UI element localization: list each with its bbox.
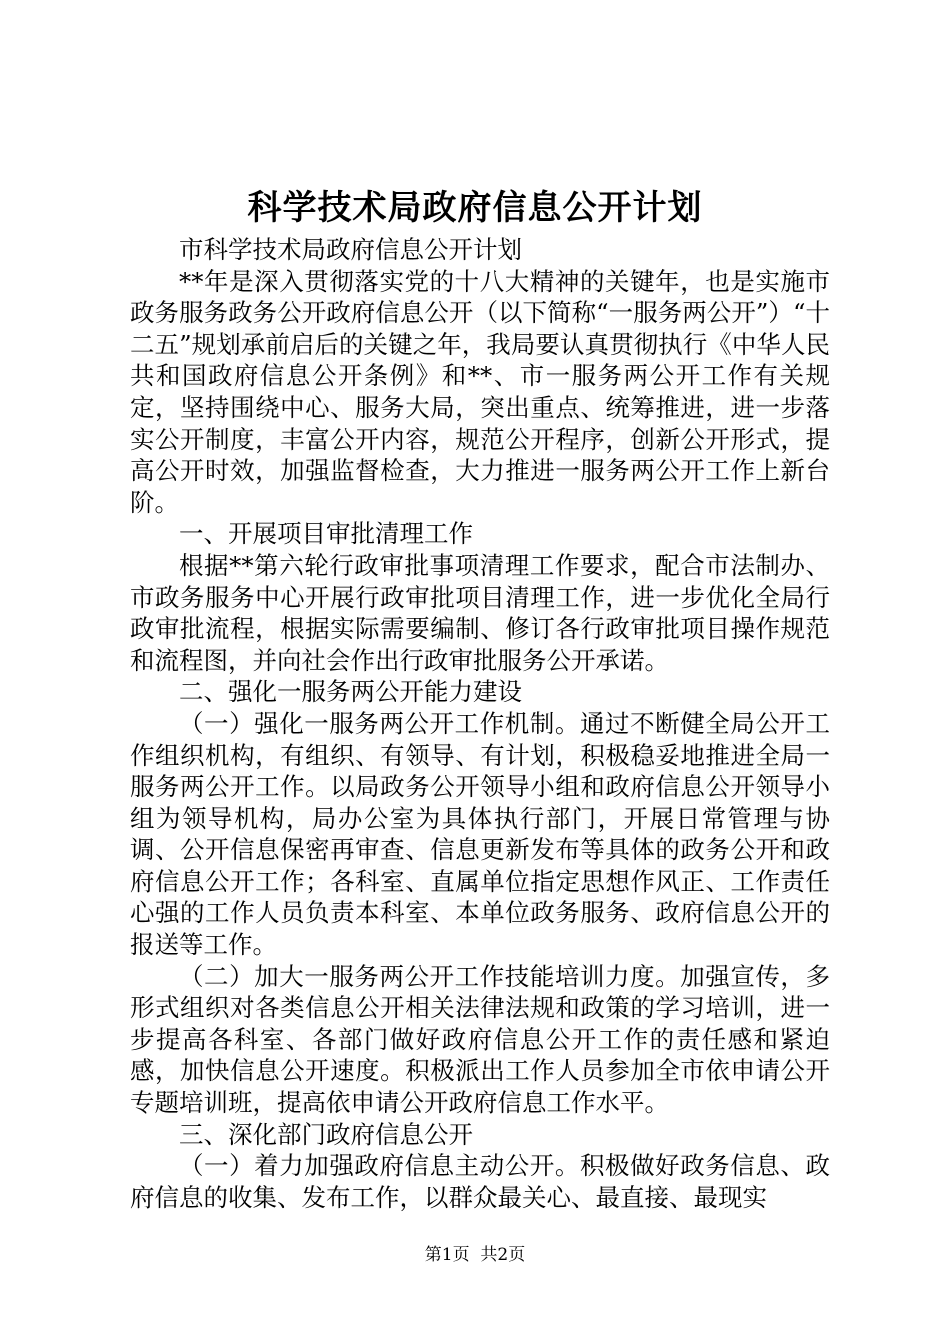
section-3-item-1: （一）着力加强政府信息主动公开。积极做好政务信息、政府信息的收集、发布工作，以群众最关心、最直接、最现实 [130, 1151, 830, 1212]
document-title: 科学技术局政府信息公开计划 [247, 188, 703, 228]
section-heading-1: 一、开展项目审批清理工作 [179, 519, 473, 549]
page-footer: 第1页 共2页 [424, 1245, 526, 1265]
section-1-paragraph: 根据**第六轮行政审批事项清理工作要求，配合市法制办、市政务服务中心开展行政审批项目清理工作，进一步优化全局行政审批流程，根据实际需要编制、修订各行政审批项目操作规范和流程图，并向社会作出行政审批服务公开承诺。 [130, 550, 830, 675]
section-2-item-2: （二）加大一服务两公开工作技能培训力度。加强宣传，多形式组织对各类信息公开相关法律法规和政策的学习培训，进一步提高各科室、各部门做好政府信息公开工作的责任感和紧迫感，加快信息公开速度。积极派出工作人员参加全市依申请公开专题培训班，提高依申请公开政府信息工作水平。 [130, 961, 830, 1118]
document-subtitle: 市科学技术局政府信息公开计划 [179, 235, 522, 264]
section-heading-2: 二、强化一服务两公开能力建设 [179, 677, 522, 707]
section-2-item-1: （一）强化一服务两公开工作机制。通过不断健全局公开工作组织机构，有组织、有领导、有计划，积极稳妥地推进全局一服务两公开工作。以局政务公开领导小组和政府信息公开领导小组为领导机构，局办公室为具体执行部门，开展日常管理与协调、公开信息保密再审查、信息更新发布等具体的政务公开和政府信息公开工作；各科室、直属单位指定思想作风正、工作责任心强的工作人员负责本科室、本单位政务服务、政府信息公开的报送等工作。 [130, 708, 830, 960]
section-heading-3: 三、深化部门政府信息公开 [179, 1119, 473, 1149]
document-body [130, 234, 830, 1213]
intro-paragraph: **年是深入贯彻落实党的十八大精神的关键年，也是实施市政务服务政务公开政府信息公开（以下简称“一服务两公开”）“十二五”规划承前启后的关键之年，我局要认真贯彻执行《中华人民共和国政府信息公开条例》和**、市一服务两公开工作有关规定，坚持围绕中心、服务大局，突出重点、统筹推进，进一步落实公开制度，丰富公开内容，规范公开程序，创新公开形式，提高公开时效，加强监督检查，大力推进一服务两公开工作上新台阶。 [130, 266, 830, 517]
